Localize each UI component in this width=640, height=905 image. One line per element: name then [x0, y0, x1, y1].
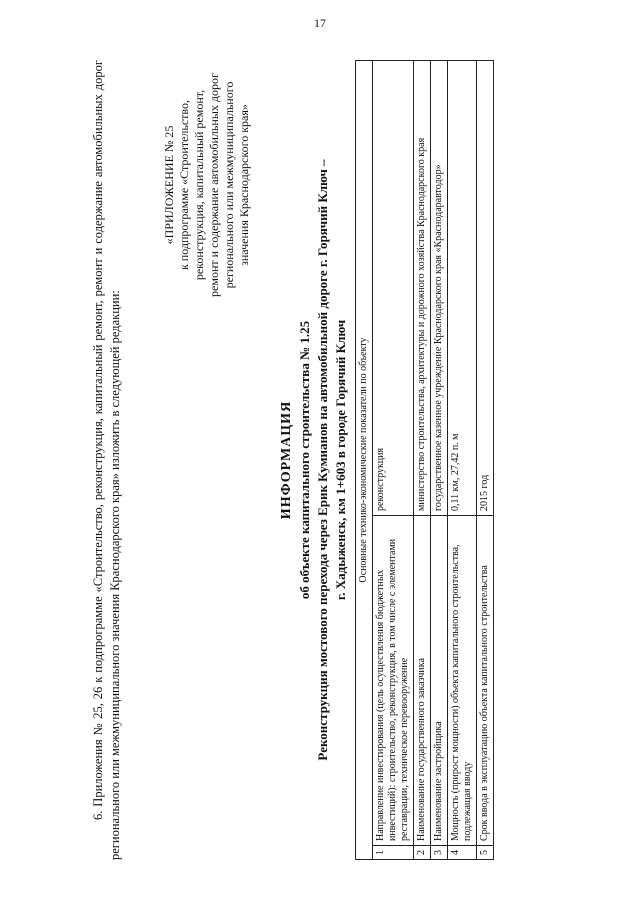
row-number: 2 [414, 846, 431, 860]
intro-paragraph: 6. Приложения № 25, 26 к подпрограмме «Строительство, реконструкция, капитальный ремонт, ремонт и содержание автомобильных дорог регионального или межмуниципального значения Краснодарского края» изложить в следующей редакции: [91, 60, 122, 860]
row-value: министерство строительства, архитектуры и дорожного хозяйства Краснодарского края [414, 61, 431, 516]
row-value: 0,11 км, 27,42 п. м [448, 61, 477, 516]
row-number: 4 [448, 846, 477, 860]
info-subtitle: об объекте капитального строительства № 1.25 [297, 320, 312, 600]
table-row [431, 61, 448, 860]
row-name: Наименование застройщика [431, 516, 448, 846]
row-value: 2015 год [477, 61, 494, 516]
row-name: Срок ввода в эксплуатацию объекта капитального строительства [477, 516, 494, 846]
row-value: государственное казенное учреждение Краснодарского края «Краснодаравтодор» [431, 61, 448, 516]
rotated-page-content [90, 60, 610, 860]
appendix-heading [162, 60, 252, 310]
row-number: 1 [373, 846, 414, 860]
table-row [477, 61, 494, 860]
table-row [414, 61, 431, 860]
info-title: ИНФОРМАЦИЯ [279, 400, 294, 520]
row-name: Направление инвестирования (цель осуществления бюджетных инвестиций): строительство, реконструкция, в том числе с элементами реставрации, техническое перевооружение [373, 516, 414, 846]
row-number: 3 [431, 846, 448, 860]
row-value: реконструкция [373, 61, 414, 516]
row-name: Мощность (прирост мощности) объекта капитального строительства, подлежащая вводу [448, 516, 477, 846]
table-header-row [356, 61, 373, 860]
indicators-table [355, 60, 494, 860]
appendix-title: «ПРИЛОЖЕНИЕ № 25 [162, 125, 176, 245]
appendix-line: к подпрограмме «Строительство, [177, 99, 191, 271]
appendix-line: реконструкция, капитальный ремонт, [192, 89, 206, 281]
object-name-line-1: Реконструкция мостового перехода через Ерик Кумианов на автомобильной дороге г. Горячий Ключ – [315, 159, 330, 761]
table-row [448, 61, 477, 860]
object-name-line-2: г. Хадыженск, км 1+603 в городе Горячий Ключ [333, 319, 348, 601]
info-title-block [278, 60, 350, 860]
row-number: 5 [477, 846, 494, 860]
table-header: Основные технико-экономические показатели по объекту [356, 61, 373, 860]
appendix-line: регионального или межмуниципального [222, 81, 236, 289]
table-row [373, 61, 414, 860]
appendix-line: значения Краснодарского края» [237, 104, 251, 266]
page-number: 17 [314, 16, 326, 30]
row-name: Наименование государственного заказчика [414, 516, 431, 846]
appendix-line: ремонт и содержание автомобильных дорог [207, 73, 221, 297]
